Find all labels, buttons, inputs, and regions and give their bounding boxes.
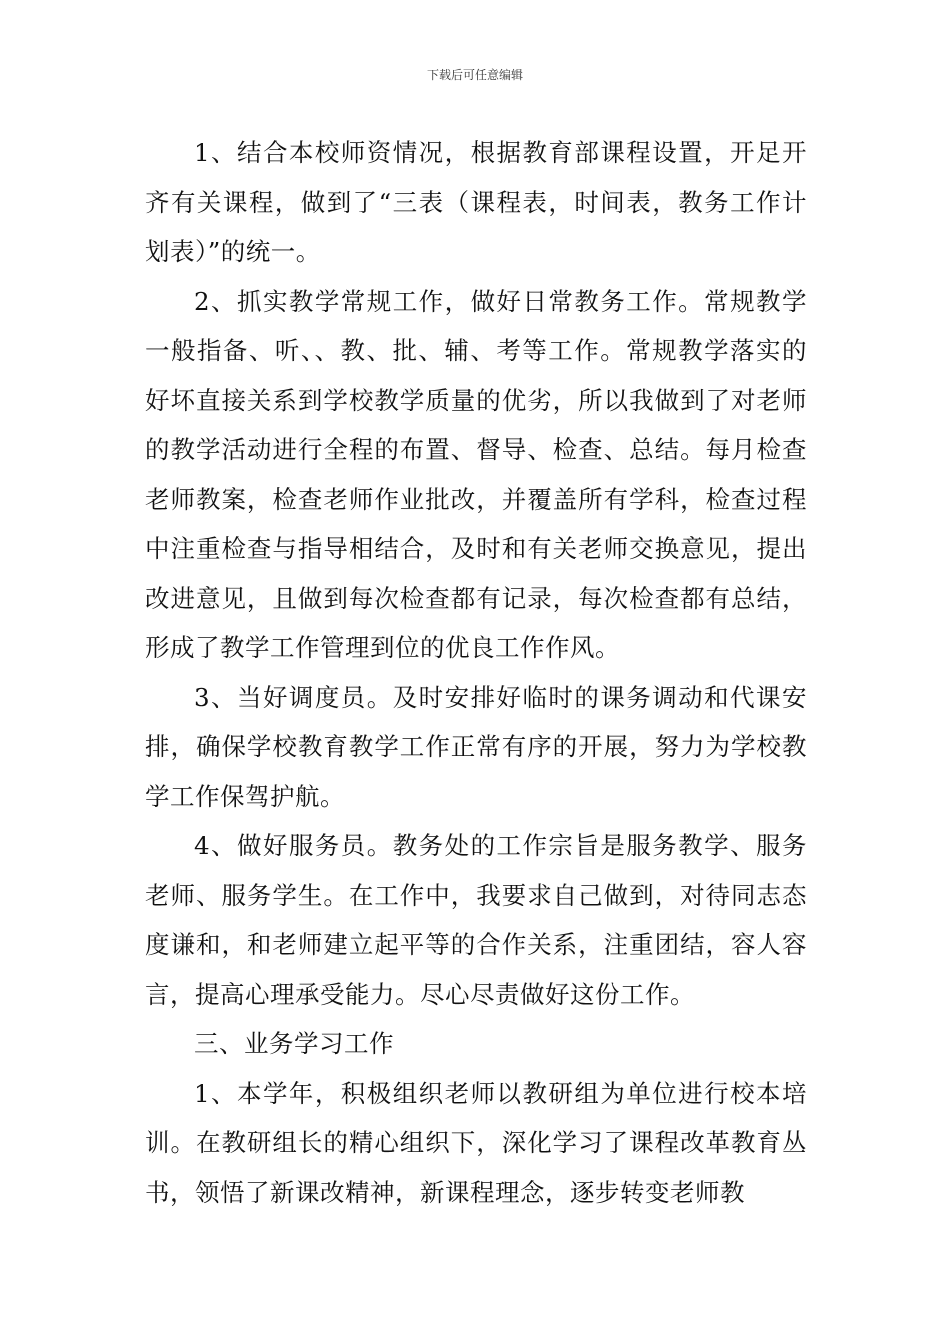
paragraph-2: 2、抓实教学常规工作，做好日常教务工作。常规教学一般指备、听、、教、批、辅、考等工作。常规教学落实的好坏直接关系到学校教学质量的优劣，所以我做到了对老师的教学活动进行全程的布置、督导、检查、总结。每月检查老师教案，检查老师作业批改，并覆盖所有学科，检查过程中注重检查与指导相结合，及时和有关老师交换意见，提出改进意见，且做到每次检查都有记录，每次检查都有总结，形成了教学工作管理到位的优良工作作风。 — [145, 286, 807, 662]
document-body — [145, 128, 807, 1217]
paragraph-4: 4、做好服务员。教务处的工作宗旨是服务教学、服务老师、服务学生。在工作中，我要求自己做到，对待同志态度谦和，和老师建立起平等的合作关系，注重团结，容人容言，提高心理承受能力。尽心尽责做好这份工作。 — [145, 831, 807, 1009]
paragraph-5: 1、本学年，积极组织老师以教研组为单位进行校本培训。在教研组长的精心组织下，深化学习了课程改革教育丛书，领悟了新课改精神，新课程理念，逐步转变老师教 — [145, 1078, 807, 1207]
paragraph-1: 1、结合本校师资情况，根据教育部课程设置，开足开齐有关课程，做到了“三表（课程表，时间表，教务工作计划表）”的统一。 — [145, 138, 807, 266]
section-heading: 三、业务学习工作 — [194, 1029, 394, 1058]
header-note: 下载后可任意编辑 — [426, 68, 523, 82]
paragraph-3: 3、当好调度员。及时安排好临时的课务调动和代课安排，确保学校教育教学工作正常有序的开展，努力为学校教学工作保驾护航。 — [145, 682, 807, 811]
